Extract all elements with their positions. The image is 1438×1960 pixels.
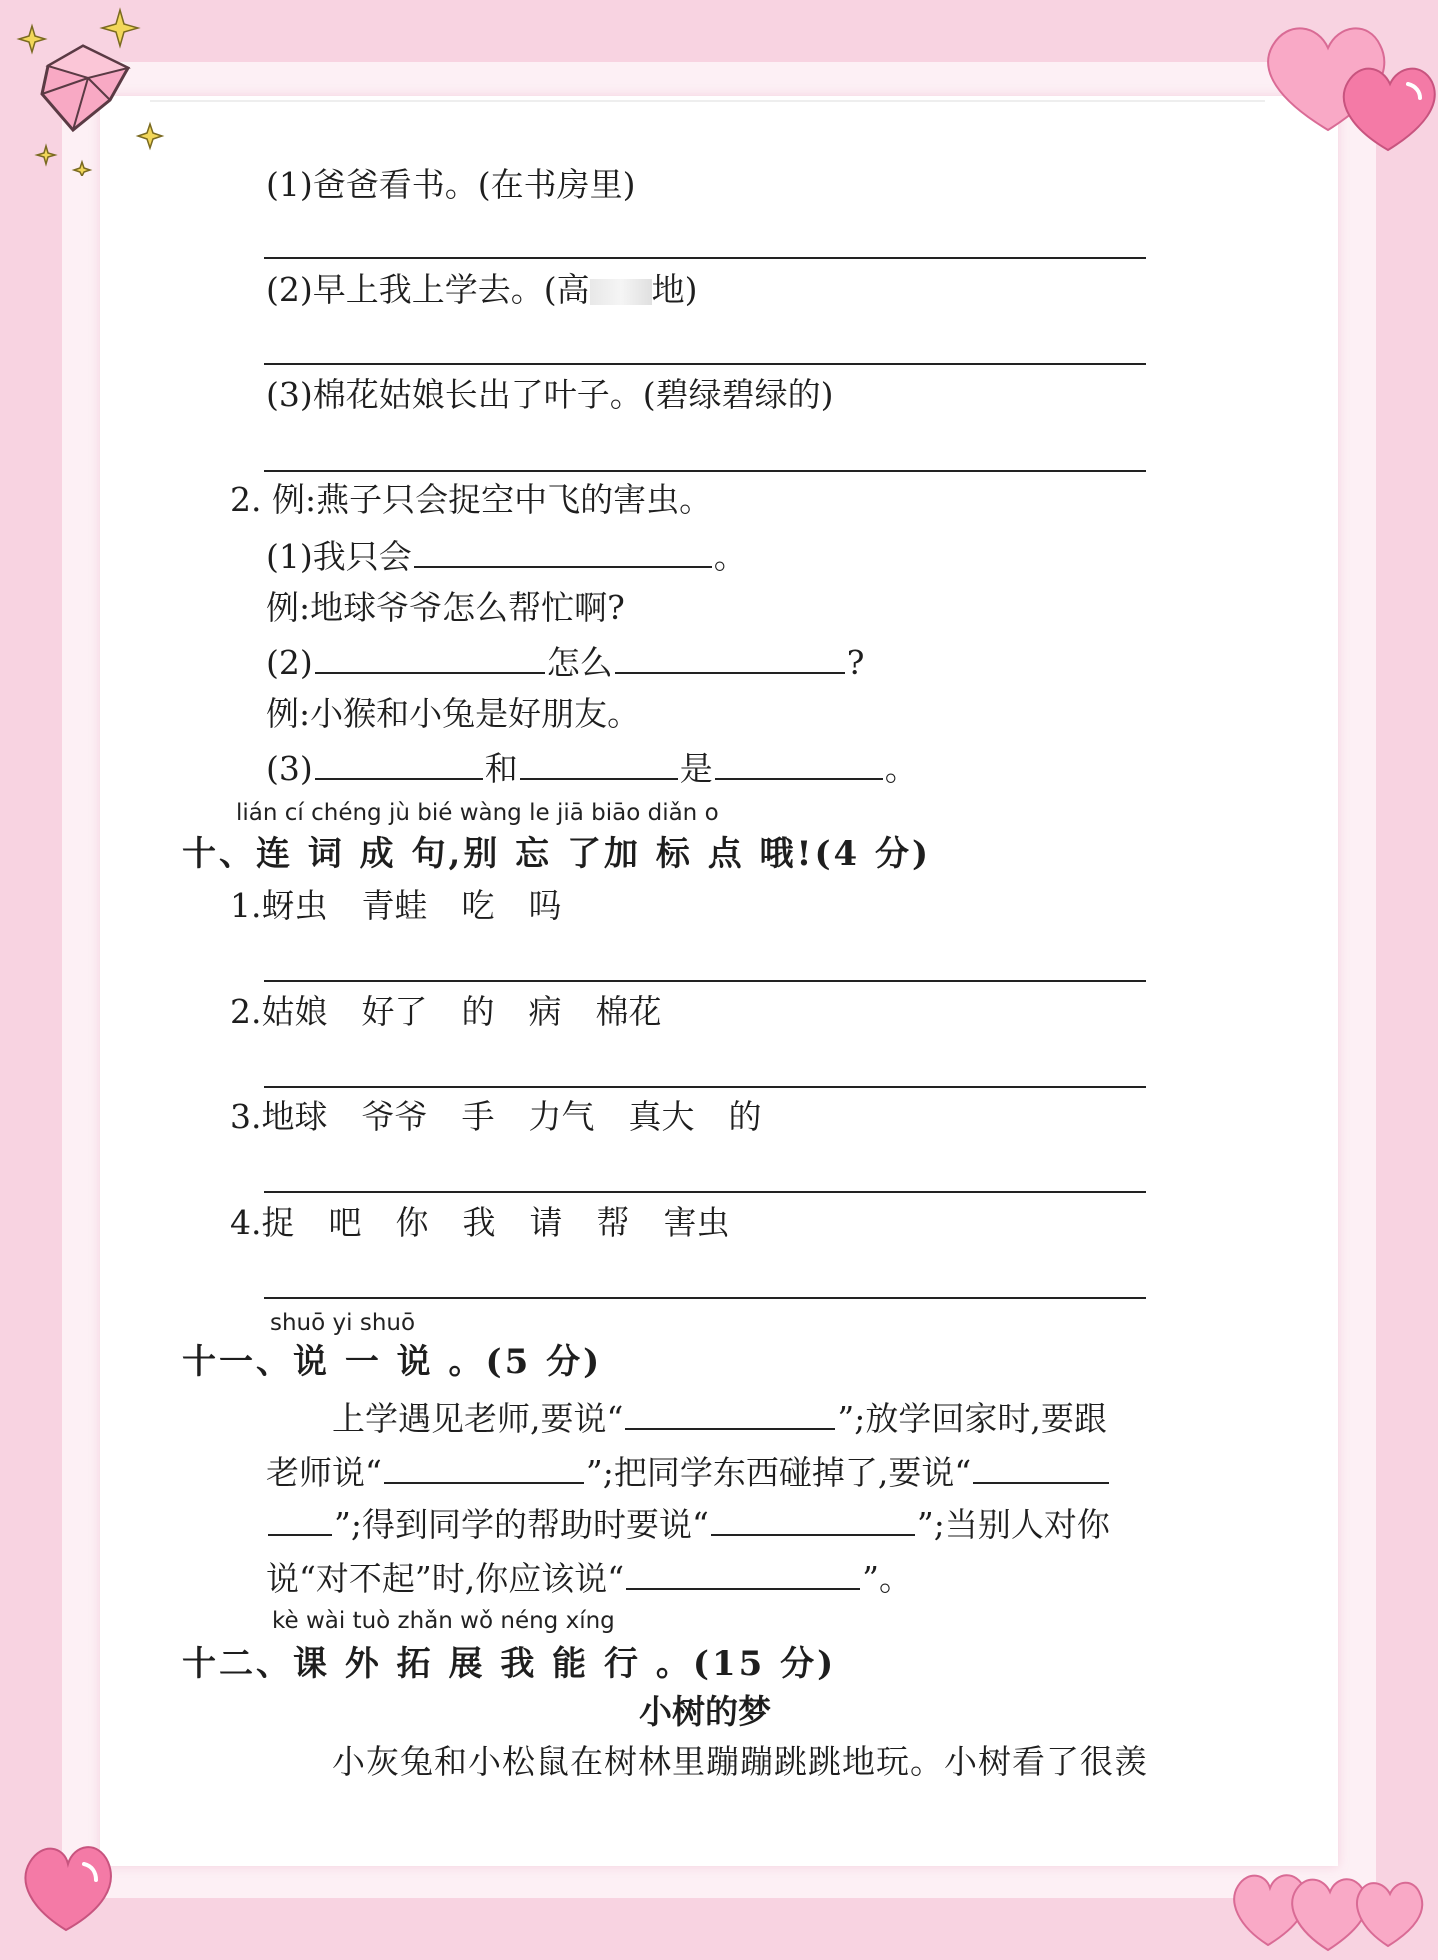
q2-item-3-prefix: (3) xyxy=(266,749,313,788)
q2-item-1 xyxy=(266,534,747,577)
blank-s11-3a[interactable] xyxy=(973,1450,1109,1484)
q2-item-3 xyxy=(266,746,918,789)
blank-s11-2[interactable] xyxy=(384,1450,584,1484)
blank-q2-1[interactable] xyxy=(414,534,712,568)
word: 地球 xyxy=(261,1097,328,1136)
q2-item-2-mid: 怎么 xyxy=(546,643,613,682)
q2-item-1-prefix: (1)我只会 xyxy=(266,537,412,576)
section-11-heading: 十一、说 一 说 。(5 分) xyxy=(182,1342,603,1382)
redacted-area xyxy=(590,279,652,305)
word: 好了 xyxy=(361,992,428,1031)
q1-item-1: (1)爸爸看书。(在书房里) xyxy=(266,165,636,204)
answer-line-s10-3[interactable] xyxy=(264,1191,1146,1193)
blank-q2-3a[interactable] xyxy=(315,746,483,780)
answer-line-s10-2[interactable] xyxy=(264,1086,1146,1088)
answer-line-q1-3[interactable] xyxy=(264,470,1146,472)
section-12-pinyin: kè wài tuò zhǎn wǒ néng xíng xyxy=(272,1608,615,1634)
s10-item-4-num: 4. xyxy=(230,1203,262,1242)
s10-item-2 xyxy=(230,992,696,1032)
q1-item-3: (3)棉花姑娘长出了叶子。(碧绿碧绿的) xyxy=(266,375,834,414)
q2-item-2-prefix: (2) xyxy=(266,643,313,682)
blank-q2-2a[interactable] xyxy=(315,640,545,674)
section-10-heading: 十、连 词 成 句,别 忘 了加 标 点 哦!(4 分) xyxy=(182,834,932,874)
q2-item-2-suffix: ? xyxy=(846,643,865,682)
word: 帮 xyxy=(596,1203,630,1242)
word: 害虫 xyxy=(663,1203,730,1242)
q1-item-2-text-b: 地) xyxy=(651,270,698,309)
word: 的 xyxy=(461,992,495,1031)
answer-line-s10-1[interactable] xyxy=(264,980,1146,982)
word: 吃 xyxy=(461,886,495,925)
s10-item-4 xyxy=(230,1203,764,1243)
s10-item-1 xyxy=(230,886,596,926)
s11-line-3-a: ”;得到同学的帮助时要说“ xyxy=(334,1505,709,1544)
q1-item-2 xyxy=(266,270,698,310)
word: 力气 xyxy=(528,1097,595,1136)
blank-q2-3c[interactable] xyxy=(715,746,883,780)
s11-line-2-b: ”;把同学东西碰掉了,要说“ xyxy=(585,1453,972,1492)
word: 请 xyxy=(529,1203,563,1242)
s11-line-4 xyxy=(266,1556,912,1599)
s11-line-2 xyxy=(266,1450,1111,1493)
q2-example-3: 例:小猴和小兔是好朋友。 xyxy=(266,694,641,733)
s11-line-1-b: ”;放学回家时,要跟 xyxy=(837,1399,1107,1438)
sparkle-icon xyxy=(10,6,170,176)
word: 的 xyxy=(728,1097,762,1136)
s11-line-1 xyxy=(332,1396,1107,1439)
s11-line-4-b: ”。 xyxy=(862,1559,912,1598)
section-11-pinyin: shuō yi shuō xyxy=(270,1310,416,1336)
q2-example-2: 例:地球爷爷怎么帮忙啊? xyxy=(266,588,625,627)
blank-q2-2b[interactable] xyxy=(615,640,845,674)
section-10-pinyin: lián cí chéng jù bié wàng le jiā biāo diǎn o xyxy=(236,800,719,826)
answer-line-q1-2[interactable] xyxy=(264,363,1146,365)
section-12-heading: 十二、课 外 拓 展 我 能 行 。(15 分) xyxy=(182,1644,837,1684)
blank-s11-5[interactable] xyxy=(626,1556,860,1590)
s10-item-1-num: 1. xyxy=(230,886,262,925)
word: 吗 xyxy=(528,886,562,925)
blank-q2-3b[interactable] xyxy=(520,746,678,780)
answer-line-s10-4[interactable] xyxy=(264,1297,1146,1299)
s10-item-2-num: 2. xyxy=(230,992,262,1031)
q2-item-3-suffix: 。 xyxy=(884,749,918,788)
story-paragraph-1: 小灰兔和小松鼠在树林里蹦蹦跳跳地玩。小树看了很羡 xyxy=(332,1742,1148,1781)
word: 捉 xyxy=(261,1203,295,1242)
word: 手 xyxy=(461,1097,495,1136)
hearts-top-right-icon xyxy=(1258,10,1438,160)
q2-item-3-is: 是 xyxy=(679,749,713,788)
word: 真大 xyxy=(628,1097,695,1136)
hearts-bottom-right-icon xyxy=(1228,1850,1438,1960)
word: 蚜虫 xyxy=(261,886,328,925)
word: 吧 xyxy=(328,1203,362,1242)
s11-line-4-a: 说“对不起”时,你应该说“ xyxy=(266,1559,625,1598)
blank-s11-1[interactable] xyxy=(625,1396,835,1430)
word: 爷爷 xyxy=(361,1097,428,1136)
q2-item-3-and: 和 xyxy=(484,749,518,788)
heart-bottom-left-icon xyxy=(18,1830,118,1940)
word: 你 xyxy=(395,1203,429,1242)
word: 棉花 xyxy=(595,992,662,1031)
q1-item-2-text-a: (2)早上我上学去。(高 xyxy=(266,270,590,309)
blank-s11-4[interactable] xyxy=(711,1502,915,1536)
s11-line-3-b: ”;当别人对你 xyxy=(916,1505,1110,1544)
s10-item-3-num: 3. xyxy=(230,1097,262,1136)
answer-line-q1-1[interactable] xyxy=(264,257,1146,259)
s11-line-3 xyxy=(266,1502,1110,1545)
word: 姑娘 xyxy=(261,992,328,1031)
top-divider xyxy=(150,100,1265,102)
s11-line-2-a: 老师说“ xyxy=(266,1453,382,1492)
word: 我 xyxy=(462,1203,496,1242)
s11-line-1-a: 上学遇见老师,要说“ xyxy=(332,1399,624,1438)
q2-item-1-suffix: 。 xyxy=(713,537,747,576)
q2-item-2 xyxy=(266,640,864,683)
q2-example-1: 2. 例:燕子只会捉空中飞的害虫。 xyxy=(230,480,713,519)
s10-item-3 xyxy=(230,1097,796,1137)
word: 病 xyxy=(528,992,562,1031)
blank-s11-3b[interactable] xyxy=(268,1502,332,1536)
story-title: 小树的梦 xyxy=(639,1692,771,1731)
word: 青蛙 xyxy=(361,886,428,925)
